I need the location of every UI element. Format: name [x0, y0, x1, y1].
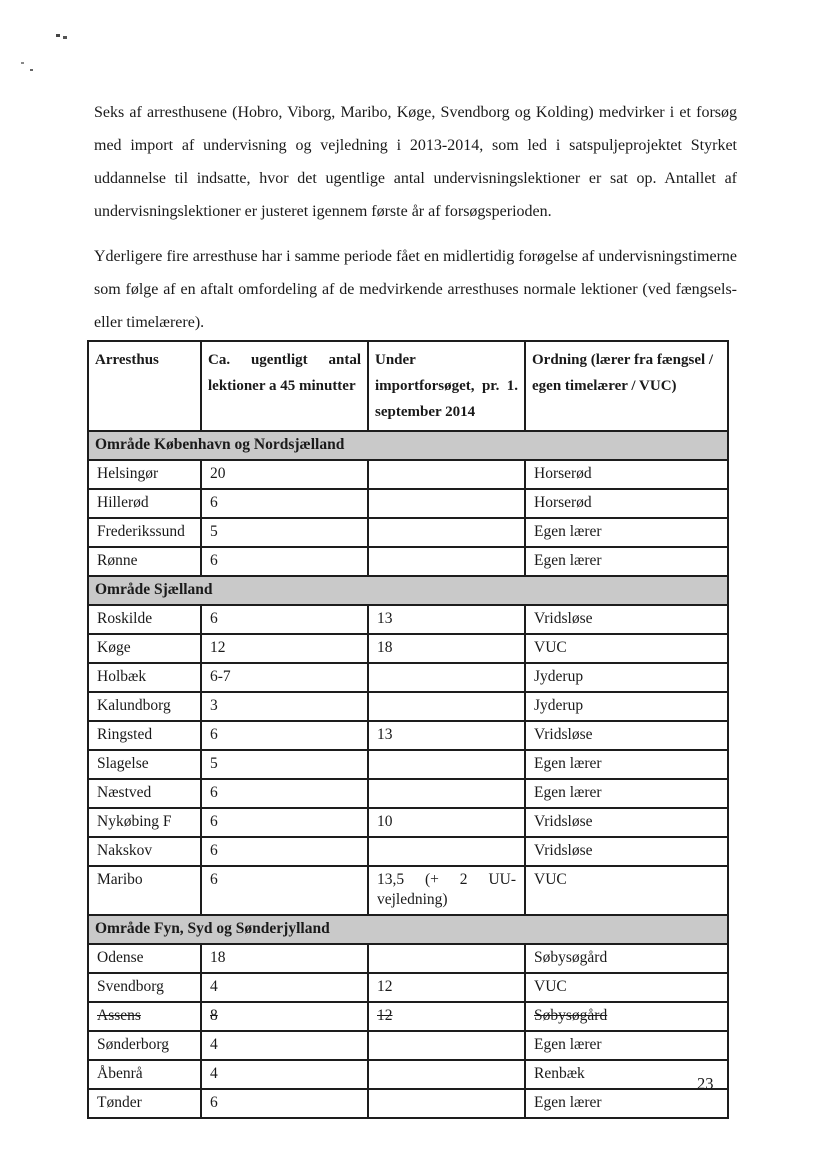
arresthus-table: [87, 340, 729, 1119]
cell-import: 12: [368, 1002, 525, 1031]
cell-lektioner: 6: [201, 605, 368, 634]
cell-ordning: Jyderup: [525, 663, 728, 692]
cell-import: [368, 1031, 525, 1060]
cell-lektioner: 4: [201, 1031, 368, 1060]
cell-import: 12: [368, 973, 525, 1002]
cell-ordning: Søbysøgård: [525, 1002, 728, 1031]
cell-arresthus: Nakskov: [88, 837, 201, 866]
header-arresthus: Arresthus: [88, 341, 201, 431]
cell-lektioner: 6: [201, 779, 368, 808]
cell-lektioner: 5: [201, 518, 368, 547]
section-title: Område København og Nordsjælland: [88, 431, 728, 460]
cell-lektioner: 6: [201, 547, 368, 576]
cell-lektioner: 6: [201, 808, 368, 837]
cell-ordning: Jyderup: [525, 692, 728, 721]
cell-lektioner: 5: [201, 750, 368, 779]
section-row: [88, 576, 728, 605]
header-ordning: Ordning (lærer fra fængsel / egen timelærer / VUC): [525, 341, 728, 431]
cell-import: [368, 750, 525, 779]
section-title: Område Sjælland: [88, 576, 728, 605]
cell-ordning: Horserød: [525, 460, 728, 489]
table-body: [88, 431, 728, 1118]
cell-import: [368, 1089, 525, 1118]
cell-lektioner: 20: [201, 460, 368, 489]
cell-arresthus: Næstved: [88, 779, 201, 808]
table-row: [88, 547, 728, 576]
cell-arresthus: Assens: [88, 1002, 201, 1031]
cell-arresthus: Hillerød: [88, 489, 201, 518]
cell-ordning: Egen lærer: [525, 750, 728, 779]
cell-import: 13,5 (+ 2 UU-vejledning): [368, 866, 525, 915]
cell-import: 10: [368, 808, 525, 837]
cell-arresthus: Roskilde: [88, 605, 201, 634]
table-row: [88, 605, 728, 634]
page-number: 23: [697, 1074, 714, 1093]
cell-arresthus: Kalundborg: [88, 692, 201, 721]
paragraph-intro: Seks af arresthusene (Hobro, Viborg, Maribo, Køge, Svendborg og Kolding) medvirker i et forsøg med import af undervisning og vejledning i 2013-2014, som led i satspuljeprojektet Styrket uddannelse til indsatte, hvor det ugentlige antal undervisningslektioner er sat op. Antallet af undervisningslektioner er justeret igennem første år af forsøgsperioden.: [94, 104, 737, 220]
cell-arresthus: Køge: [88, 634, 201, 663]
table-row: [88, 1031, 728, 1060]
cell-ordning: VUC: [525, 973, 728, 1002]
paragraph-additional: Yderligere fire arresthuse har i samme periode fået en midlertidig forøgelse af undervisningstimerne som følge af en aftalt omfordeling af de medvirkende arresthuses normale lektioner (ved fængsels- eller timelærere).: [94, 248, 737, 331]
cell-import: [368, 518, 525, 547]
table-row: [88, 808, 728, 837]
cell-import: [368, 944, 525, 973]
cell-lektioner: 12: [201, 634, 368, 663]
table-row: [88, 944, 728, 973]
cell-ordning: Horserød: [525, 489, 728, 518]
cell-import: [368, 692, 525, 721]
section-row: [88, 431, 728, 460]
cell-arresthus: Helsingør: [88, 460, 201, 489]
table-row: [88, 1060, 728, 1089]
cell-import: [368, 663, 525, 692]
table-row: [88, 1089, 728, 1118]
cell-arresthus: Holbæk: [88, 663, 201, 692]
section-row: [88, 915, 728, 944]
table-row: [88, 837, 728, 866]
cell-ordning: VUC: [525, 866, 728, 915]
table-row: [88, 663, 728, 692]
cell-ordning: Vridsløse: [525, 721, 728, 750]
scan-artifact: [21, 62, 24, 64]
cell-lektioner: 6: [201, 1089, 368, 1118]
table-row: [88, 634, 728, 663]
cell-arresthus: Odense: [88, 944, 201, 973]
cell-ordning: Vridsløse: [525, 837, 728, 866]
header-importforsog: Under importforsøget, pr. 1. september 2014: [368, 341, 525, 431]
cell-ordning: Søbysøgård: [525, 944, 728, 973]
cell-ordning: VUC: [525, 634, 728, 663]
cell-lektioner: 4: [201, 1060, 368, 1089]
cell-lektioner: 8: [201, 1002, 368, 1031]
cell-lektioner: 4: [201, 973, 368, 1002]
cell-lektioner: 6: [201, 489, 368, 518]
cell-import: 13: [368, 721, 525, 750]
table-row: [88, 779, 728, 808]
cell-import: [368, 547, 525, 576]
section-title: Område Fyn, Syd og Sønderjylland: [88, 915, 728, 944]
header-row: [88, 341, 728, 431]
cell-import: [368, 837, 525, 866]
header-lektioner: Ca. ugentligt antal lektioner a 45 minutter: [201, 341, 368, 431]
cell-arresthus: Slagelse: [88, 750, 201, 779]
cell-import: [368, 489, 525, 518]
cell-import: [368, 779, 525, 808]
scan-artifact: [56, 34, 60, 37]
cell-import: [368, 460, 525, 489]
cell-ordning: Egen lærer: [525, 518, 728, 547]
cell-arresthus: Nykøbing F: [88, 808, 201, 837]
table-row: [88, 750, 728, 779]
cell-ordning: Egen lærer: [525, 1031, 728, 1060]
table-row: [88, 460, 728, 489]
cell-arresthus: Tønder: [88, 1089, 201, 1118]
cell-ordning: Vridsløse: [525, 808, 728, 837]
cell-ordning: Vridsløse: [525, 605, 728, 634]
cell-lektioner: 18: [201, 944, 368, 973]
cell-lektioner: 3: [201, 692, 368, 721]
cell-arresthus: Åbenrå: [88, 1060, 201, 1089]
table-row: [88, 973, 728, 1002]
cell-lektioner: 6: [201, 837, 368, 866]
cell-arresthus: Maribo: [88, 866, 201, 915]
table-row: [88, 1002, 728, 1031]
cell-arresthus: Svendborg: [88, 973, 201, 1002]
cell-arresthus: Rønne: [88, 547, 201, 576]
cell-ordning: Egen lærer: [525, 779, 728, 808]
cell-ordning: Renbæk: [525, 1060, 728, 1089]
cell-lektioner: 6-7: [201, 663, 368, 692]
cell-lektioner: 6: [201, 866, 368, 915]
cell-import: 18: [368, 634, 525, 663]
cell-arresthus: Ringsted: [88, 721, 201, 750]
table-row: [88, 866, 728, 915]
cell-ordning: Egen lærer: [525, 1089, 728, 1118]
table-row: [88, 489, 728, 518]
table-row: [88, 518, 728, 547]
table-row: [88, 692, 728, 721]
cell-arresthus: Frederikssund: [88, 518, 201, 547]
cell-lektioner: 6: [201, 721, 368, 750]
table-row: [88, 721, 728, 750]
cell-ordning: Egen lærer: [525, 547, 728, 576]
cell-import: [368, 1060, 525, 1089]
cell-import: 13: [368, 605, 525, 634]
cell-arresthus: Sønderborg: [88, 1031, 201, 1060]
